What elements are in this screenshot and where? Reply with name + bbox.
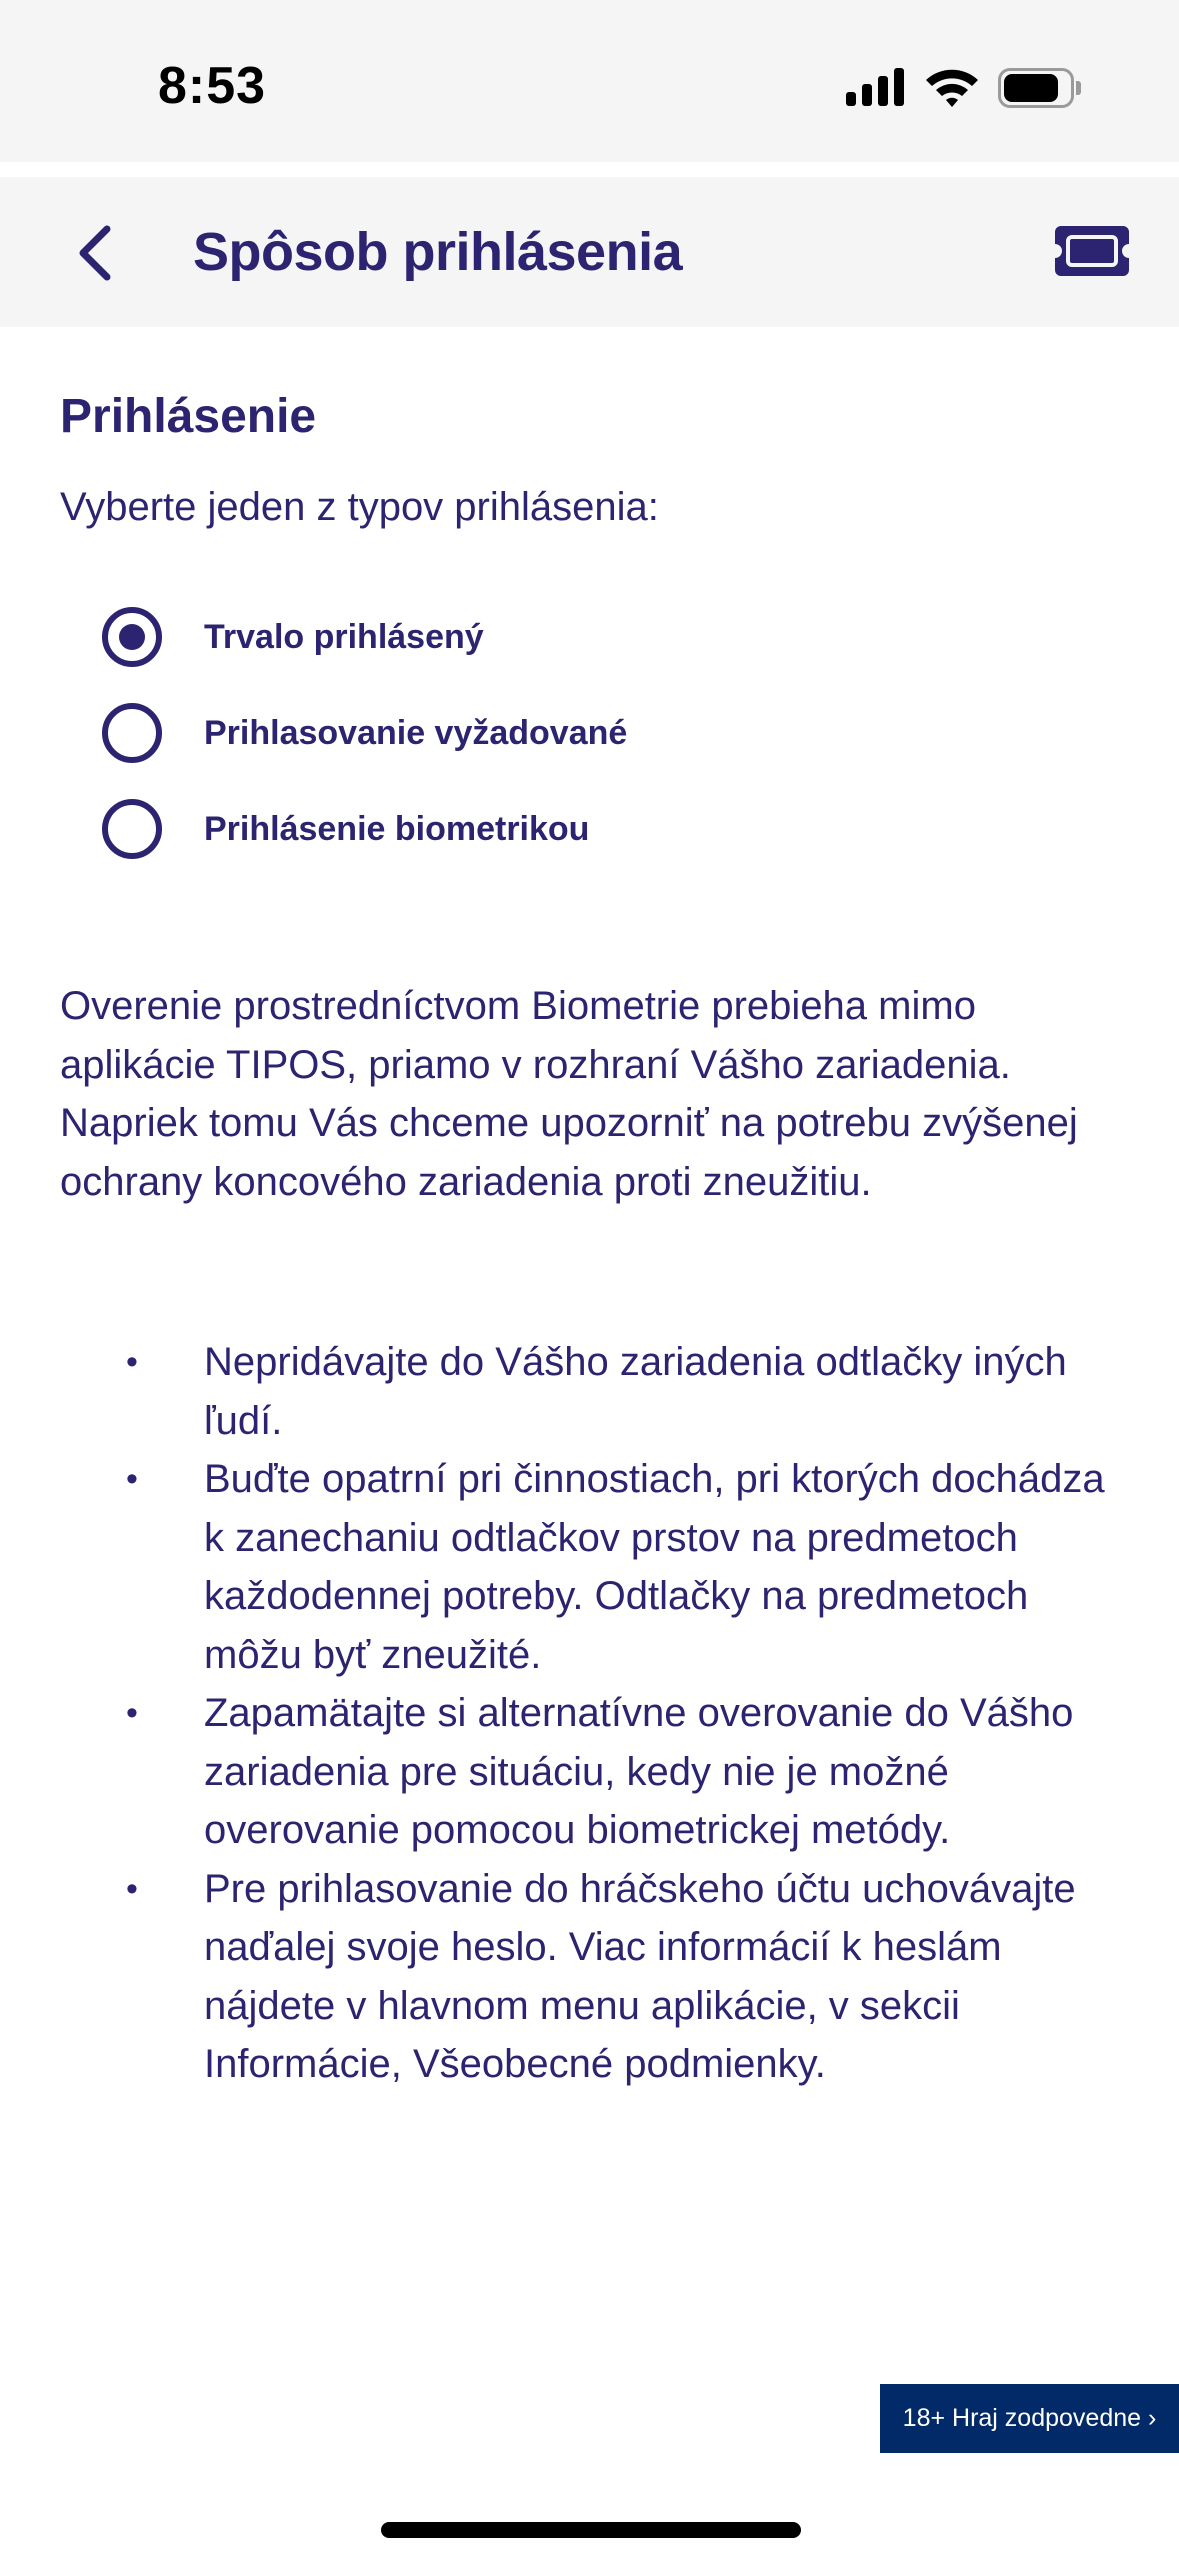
list-item-text: Pre prihlasovanie do hráčskeho účtu uchovávajte naďalej svoje heslo. Viac informácií k heslám nájdete v hlavnom menu aplikácie, v sekcii Informácie, Všeobecné podmienky. xyxy=(204,1866,1076,2086)
list-item xyxy=(60,1333,1120,1450)
bullet-icon: • xyxy=(126,1460,138,1498)
radio-button[interactable] xyxy=(102,607,162,667)
radio-label: Trvalo prihlásený xyxy=(204,617,484,656)
security-tips-list xyxy=(60,1333,1120,2094)
radio-selected-dot xyxy=(119,624,145,650)
list-item-text: Buďte opatrní pri činnostiach, pri ktorých dochádza k zanechaniu odtlačkov prstov na predmetoch každodennej potreby. Odtlačky na predmetoch môžu byť zneužité. xyxy=(204,1457,1105,1677)
login-type-radio-group xyxy=(102,589,1002,877)
radio-label: Prihlásenie biometrikou xyxy=(204,809,590,848)
list-item xyxy=(60,1450,1120,1684)
bullet-icon: • xyxy=(126,1869,138,1908)
section-title: Prihlásenie xyxy=(60,390,317,443)
radio-button[interactable] xyxy=(102,799,162,859)
list-item-text: Nepridávajte do Vášho zariadenia odtlačky iných ľudí. xyxy=(204,1340,1067,1443)
list-item xyxy=(60,1684,1120,1860)
back-button[interactable] xyxy=(60,217,130,289)
status-time: 8:53 xyxy=(158,57,267,115)
radio-label: Prihlasovanie vyžadované xyxy=(204,713,628,752)
radio-option-biometric[interactable] xyxy=(102,781,1002,877)
ticket-button[interactable] xyxy=(1050,217,1134,285)
section-subtitle: Vyberte jeden z typov prihlásenia: xyxy=(60,485,659,529)
status-bar xyxy=(0,0,1179,162)
ticket-icon xyxy=(1055,226,1129,276)
radio-option-required[interactable] xyxy=(102,685,1002,781)
chevron-left-icon xyxy=(75,223,115,283)
biometrics-info-paragraph: Overenie prostredníctvom Biometrie prebieha mimo aplikácie TIPOS, priamo v rozhraní Vášho zariadenia. Napriek tomu Vás chceme upozorniť na potrebu zvýšenej ochrany koncového zariadenia proti zneužitiu. xyxy=(60,984,1078,1204)
responsible-gaming-button[interactable]: 18+ Hraj zodpovedne › xyxy=(880,2384,1179,2453)
nav-bar xyxy=(0,177,1179,327)
signal-icon xyxy=(846,68,906,106)
bullet-icon: • xyxy=(126,1694,138,1732)
battery-icon xyxy=(998,68,1082,108)
page-title: Spôsob prihlásenia xyxy=(193,222,683,282)
list-item-text: Zapamätajte si alternatívne overovanie do Vášho zariadenia pre situáciu, kedy nie je možné overovanie pomocou biometrickej metódy. xyxy=(204,1691,1074,1852)
list-item xyxy=(60,1860,1120,2094)
bullet-icon: • xyxy=(126,1343,138,1381)
radio-button[interactable] xyxy=(102,703,162,763)
radio-option-permanent[interactable] xyxy=(102,589,1002,685)
wifi-icon xyxy=(924,66,980,108)
battery-fill xyxy=(1004,74,1058,102)
home-indicator[interactable] xyxy=(381,2522,801,2538)
